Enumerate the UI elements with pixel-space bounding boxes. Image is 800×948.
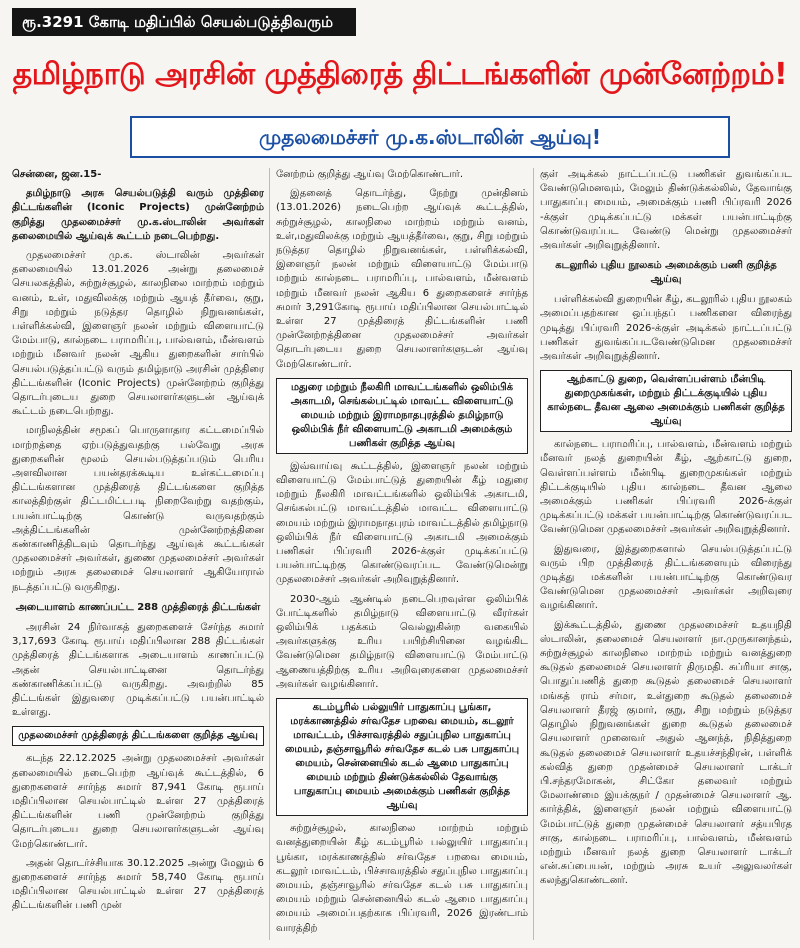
boxed-section-heading: மதுரை மற்றும் நீலகிரி மாவட்டங்களில் ஒலிம்பிக் அகாடமி, செங்கல்பட்டில் மாவட்ட விளையாட்டு மையம் மற்றும் இராமநாதபுரத்தில் தமிழ்நாடு ஒலிம்பிக் நீர் விளையாட்டு அகாடமி அமைக்கும் பணிகள் குறித்த ஆய்வு	[276, 378, 528, 454]
paragraph: மாநிலத்தின் சமூகப் பொருளாதார கட்டமைப்பில் மாற்றத்தை ஏற்படுத்துவதற்கு பல்வேறு அரசு துறைகளின் மூலம் செயல்படுத்தப்படும் பெரிய அளவிலான பயன்தரக்கூடிய உள்கட்டமைப்பு திட்டங்களான முத்திரைத் திட்டங்களை குறித்த காலத்திற்குள் திட்டமிட்டபடி நிறைவேற்று வதற்கும், பயன்பாட்டிற்கு கொண்டு வருவதற்கும் அத்திட்டங்களின் முன்னேற்றத்தினை கண்காணித்திடவும் தொடர்ந்து ஆய்வுக் கூட்டங்கள் முதலமைச்சர் அவர்கள், துணை முதலமைச்சர் அவர்கள் மற்றும் அரசு தலைமைச் செயலாளர் ஆகியோரால் நடத்தப்பட்டு வருகிறது.	[12, 425, 264, 593]
article-column-2	[276, 168, 528, 946]
paragraph: குள் அடிக்கல் நாட்டப்பட்டு பணிகள் துவங்கப்பட வேண்டுமெனவும், மேலும் திண்டுக்கல்லில், தேவாங்கு பாதுகாப்பு மையம், அமைக்கும் பணி பிப்ரவரி 2026 -க்குள் முடிக்கப்பட்டு மக்கள் பயன்பாட்டிற்கு கொண்டுவரப்பட வேண்டு மென்று முதலமைச்சர் அவர்கள் அறிவுறுத்தினார்.	[540, 169, 792, 252]
paragraph: இக்கூட்டத்தில், துணை முதலமைச்சர் உதயநிதி ஸ்டாலின், தலைமைச் செயலாளர் நா.முருகானந்தம், சுற்றுச்சூழல் காலநிலை மாற்றம் மற்றும் வனத்துறை கூடுதல் தலைமைச் செயலாளர் திருமதி. சுப்ரியா சாகு, பொதுப்பணித் துறை கூடுதல் தலைமைச் செயலாளர் மங்கத் ராம் சர்மா, உள்துறை கூடுதல் தலைமைச் செயலாளர் தீரஜ் குமார், குறு, சிறு மற்றும் நடுத்தர தொழில் நிறுவனங்கள் துறை கூடுதல் தலைமைச் செயலாளர் முனைவர் அதுல் ஆனந்த், நிதித்துறை கூடுதல் தலைமைச் செயலாளர் உதயச்சந்திரன், பள்ளிக் கல்வித் துறை முதன்மைச் செயலாளர் டாக்டர் பி.சந்தரமோகன், சிட்கோ தலைவர் மற்றும் மேலாண்மை இயக்குநர் / முதன்மைச் செயலாளர் ஆ. கார்த்திக், இளைஞர் நலன் மற்றும் விளையாட்டு மேம்பாட்டுத் துறை முதன்மைச் செயலாளர் சத்யபிரத சாகு, கால்நடை பராமரிப்பு, பால்வளம், மீன்வளம் மற்றும் மீனவர் நலத் துறை செயலாளர் டாக்டர் என்.சுப்பையன், மற்றும் அரசு உயர் அலுவலர்கள் கலந்துகொண்டனர்.	[540, 619, 792, 887]
section-heading: கடலூரில் புதிய நூலகம் அமைக்கும் பணி குறித்த ஆய்வு	[555, 260, 777, 286]
lead-paragraph: தமிழ்நாடு அரசு செயல்படுத்தி வரும் முத்திரை திட்டங்களின் (Iconic Projects) முன்னேற்றம் குறித்து முதலமைச்சர் மு.க.ஸ்டாலின் அவர்கள் தலைமையில் ஆய்வுக் கூட்டம் நடைபெற்றது.	[12, 188, 264, 242]
paragraph: முதலமைச்சர் மு.க. ஸ்டாலின் அவர்கள் தலைமையில் 13.01.2026 அன்று தலைமைச் செயலகத்தில், சுற்றுச்சூழல், காலநிலை மாற்றம் மற்றும் வனம், உள், மதுவிலக்கு மற்றும் ஆயத் தீர்வை, குறு, சிறு மற்றும் நடுத்தர தொழில் நிறுவனங்கள், பள்ளிக்கல்வி, இளைஞர் நலன் மற்றும் விளையாட்டு மேம்பாடு, கால்நடை பராமரிப்பு, பால்வளம், மீன்வளம் மற்றும் மீனவர் நலன் ஆகிய துறைகளின் சார்பில் செயல்படுத்தப்பட்டு வரும் தமிழ்நாடு அரசின் முத்திரை திட்டங்களின் (Iconic Projects) முன்னேற்றம் குறித்து தொடர்புடைய துறை செயலாளர்களுடன் ஆய்வுக் கூட்டம் நடைபெற்றது.	[12, 250, 264, 418]
boxed-section-heading: கடம்பூரில் பல்லுயிர் பாதுகாப்பு பூங்கா, மரக்காணத்தில் சர்வதேச பறவை மையம், கடலூர் மாவட்டம், பிச்சாவரத்தில் சதுப்புநில பாதுகாப்பு மையம், தஞ்சாவூரில் சர்வதேச கடல் பசு பாதுகாப்பு மையம், சென்னையில் கடல் ஆமை பாதுகாப்பு மையம் மற்றும் திண்டுக்கல்லில் தேவாங்கு பாதுகாப்பு மையம் அமைக்கும் பணிகள் குறித்த ஆய்வு	[276, 698, 528, 816]
paragraph: இவ்வாய்வு கூட்டத்தில், இளைஞர் நலன் மற்றும் விளையாட்டு மேம்பாட்டுத் துறையின் கீழ் மதுரை மற்றும் நீலகிரி மாவட்டங்களில் ஒலிம்பிக் அகாடமி, செங்கல்பட்டு மாவட்டத்தில் மாவட்ட விளையாட்டு மையம் மற்றும் இராமநாதபுரம் மாவட்டத்தில் தமிழ்நாடு ஒலிம்பிக் நீர் விளையாட்டு அகாடமி அமைக்கும் பணிகள் பிப்ரவரி 2026-க்குள் முடிக்கப்பட்டு பயன்பாட்டிற்கு கொண்டுவரப்பட வேண்டுமென்று முதலமைச்சர் அவர்கள் அறிவுறுத்தினார்.	[276, 460, 528, 586]
paragraph: இதுவரை, இத்துறைகளால் செயல்படுத்தப்பட்டு வரும் பிற முத்திரைத் திட்டங்களையும் விரைந்து முடித்து மக்களின் பயன்பாட்டிற்கு கொண்டுவர வேண்டுமென முதலமைச்சர் அவர்கள் அறிவுரை வழங்கினார்.	[540, 543, 792, 612]
boxed-section-heading: முதலமைச்சர் முத்திரைத் திட்டங்களை குறித்த ஆய்வு	[12, 726, 264, 746]
article-column-3	[540, 168, 792, 946]
paragraph: அரசின் 24 நிர்வாகத் துறைகளைச் சேர்ந்த சுமார் 3,17,693 கோடி ரூபாய் மதிப்பிலான 288 திட்டங்கள் முத்திரைத் திட்டங்களாக அடையாளம் காணப்பட்டு அதன் செயல்பாட்டினை தொடர்ந்து கண்காணிக்கப்பட்டு வருகிறது. அவற்றில் 85 திட்டங்கள் இதுவரை முடிக்கப்பட்டு பயன்பாட்டில் உள்ளது.	[12, 621, 264, 719]
column-divider	[533, 168, 534, 940]
paragraph: னேற்றம் குறித்து ஆய்வு மேற்கொண்டார்.	[276, 169, 464, 180]
paragraph: சுற்றுச்சூழல், காலநிலை மாற்றம் மற்றும் வனத்துறையின் கீழ் கடம்பூரில் பல்லுயிர் பாதுகாப்பு பூங்கா, மரக்காணத்தில் சர்வதேச பறவை மையம், கடலூர் மாவட்டம், பிச்சாவரத்தில் சதுப்புநில பாதுகாப்பு மையம், தஞ்சாவூரில் சர்வதேச கடல் பசு பாதுகாப்பு மையம் மற்றும் சென்னையில் கடல் ஆமை பாதுகாப்பு மையம் அமைப்பதற்காக பிப்ரவரி, 2026 இரண்டாம் வாரத்திற்	[276, 823, 528, 934]
column-divider	[269, 168, 270, 940]
subheadline-box: முதலமைச்சர் மு.க.ஸ்டாலின் ஆய்வு!	[130, 116, 730, 158]
paragraph: கால்நடை பராமரிப்பு, பால்வளம், மீன்வளம் மற்றும் மீனவர் நலத் துறையின் கீழ், ஆற்காட்டு துறை, வெள்ளப்பள்ளம் மீன்பிடி துறைமுகங்கள் மற்றும் திட்டக்குடியில் புதிய கால்நடை தீவன ஆலை அமைக்கும் பணிகள் பிப்ரவரி 2026-க்குள் முடிக்கப்பட்டு மக்கள் பயன்பாட்டிற்கு கொண்டுவரப்பட வேண்டுமென முதலமைச்சர் அவர்கள் அறிவுறுத்தினார்.	[540, 439, 792, 536]
paragraph: இதனைத் தொடர்ந்து, நேற்று முன்தினம் (13.01.2026) நடைபெற்ற ஆய்வுக் கூட்டத்தில், சுற்றுச்சூழல், காலநிலை மாற்றம் மற்றும் வனம், உள்,மதுவிலக்கு மற்றும் ஆயத்தீர்வை, குறு, சிறு மற்றும் நடுத்தர தொழில் நிறுவனங்கள், பள்ளிக்கல்வி, இளைஞர் நலன் மற்றும் விளையாட்டு மேம்பாடு மற்றும் கால்நடை பராமரிப்பு, பால்வளம், மீன்வளம் மற்றும் மீனவர் நலன் ஆகிய 6 துறைகளைச் சார்ந்த சுமார் 3,291கோடி ரூபாய் மதிப்பிலான செயல்பாட்டில் உள்ள 27 முத்திரைத் திட்டங்களின் பணி முன்னேற்றத்தினை முதலமைச்சர் அவர்கள் தொடர்புடைய துறை செயலாளர்களுடன் ஆய்வு மேற்கொண்டார்.	[276, 188, 528, 370]
dateline: சென்னை, ஜன.15-	[12, 169, 102, 180]
paragraph: பள்ளிக்கல்வி துறையின் கீழ், கடலூரில் புதிய நூலகம் அமைப்பதற்கான ஒப்பந்தப் பணிகளை விரைந்து முடித்து பிப்ரவரி 2026-க்குள் அடிக்கல் நாட்டப்பட்டு பணிகள் துவங்கப்படவேண்டுமென முதலமைச்சர் அவர்கள் அறிவுறுத்தினார்.	[540, 294, 792, 363]
article-column-1	[12, 168, 264, 946]
paragraph: அதன் தொடர்ச்சியாக 30.12.2025 அன்று மேலும் 6 துறைகளைச் சார்ந்த சுமார் 58,740 கோடி ரூபாய் மதிப்பிலான செயல்பாட்டில் உள்ள 27 முத்திரைத் திட்டங்களின் பணி முன்	[12, 857, 264, 912]
boxed-section-heading: ஆற்காட்டு துறை, வெள்ளப்பள்ளம் மீன்பிடி துறைமுகங்கள், மற்றும் திட்டக்குடியில் புதிய கால்நடை தீவன ஆலை அமைக்கும் பணிகள் குறித்த ஆய்வு	[540, 370, 792, 432]
paragraph: கடந்த 22.12.2025 அன்று முதலமைச்சர் அவர்கள் தலைமையில் நடைபெற்ற ஆய்வுக் கூட்டத்தில், 6 துறைகளைச் சார்ந்த சுமார் 87,941 கோடி ரூபாய் மதிப்பிலான செயல்பாட்டில் உள்ள 27 முத்திரைத் திட்டங்களின் பணி முன்னேற்றம் குறித்து தொடர்புடைய துறை செயலாளர்களுடன் ஆய்வு மேற்கொண்டார்.	[12, 753, 264, 850]
section-heading: அடையாளம் காணப்பட்ட 288 முத்திரைத் திட்டங்கள்	[15, 601, 261, 613]
paragraph: 2030-ஆம் ஆண்டில் நடைபெறவுள்ள ஒலிம்பிக் போட்டிகளில் தமிழ்நாடு விளையாட்டு வீரர்கள் ஒலிம்பிக் பதக்கம் வெல்லுகின்ற வகையில் அவர்களுக்கு உரிய பயிற்சியினை வழங்கிட வேண்டுமென தமிழ்நாடு விளையாட்டு மேம்பாட்டு ஆணையத்திற்கு உரிய அறிவுரைகளை முதலமைச்சர் அவர்கள் வழங்கினார்.	[276, 593, 528, 690]
headline: தமிழ்நாடு அரசின் முத்திரைத் திட்டங்களின் முன்னேற்றம்!	[12, 57, 788, 92]
kicker-strip: ரூ.3291 கோடி மதிப்பில் செயல்படுத்திவரும்	[12, 8, 356, 36]
